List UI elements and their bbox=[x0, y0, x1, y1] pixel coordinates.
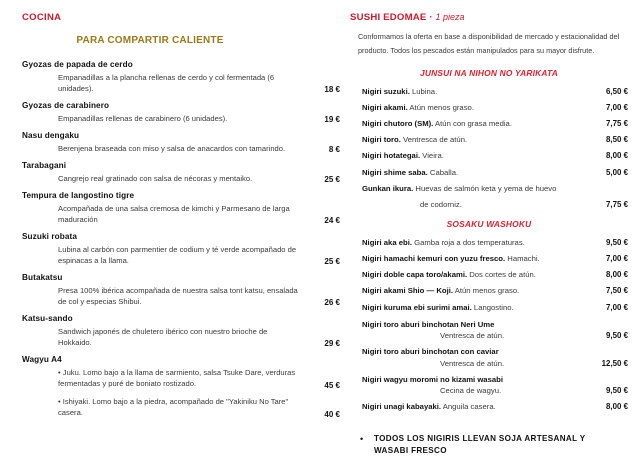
sushi-edomae-intro-text: Conformamos la oferta en base a disponibilidad de mercado y estacionalidad del producto. Todos los pescados están manipulados para su mayor disfrute. bbox=[358, 32, 620, 55]
sushi-item bbox=[350, 135, 628, 146]
sushi-item bbox=[350, 286, 628, 297]
sushi-item-name: Nigiri wagyu moromi no kizami wasabi bbox=[362, 375, 503, 385]
sushi-item-name: Nigiri akami. bbox=[362, 102, 408, 112]
sushi-item-text bbox=[362, 402, 588, 413]
dish-price: 8 € bbox=[328, 145, 340, 154]
sushi-item-price: 7,00 € bbox=[606, 302, 628, 312]
dish-price: 25 € bbox=[324, 175, 340, 184]
wagyu-option-description: • Ishiyaki. Lomo bajo a la piedra, acompañado de "Yakiniku No Tare" casera. bbox=[58, 396, 289, 418]
sushi-item-description: Ventresca de atún. bbox=[400, 135, 468, 145]
dish-name: Butakatsu bbox=[22, 273, 63, 282]
dish-description: Berenjena braseada con miso y salsa de anacardos con tamarindo. bbox=[58, 144, 286, 153]
dish-body bbox=[22, 173, 340, 184]
sushi-item-price: 8,00 € bbox=[606, 401, 628, 411]
sushi-item bbox=[350, 374, 628, 396]
wagyu-option-price: 45 € bbox=[324, 380, 340, 390]
dish-description: Acompañada de una salsa cremosa de kimchi y Parmesano de larga maduración bbox=[58, 204, 290, 224]
wagyu-option-list bbox=[22, 367, 340, 419]
dish-body bbox=[22, 326, 340, 348]
dish-body bbox=[22, 143, 340, 154]
junsui-item-list bbox=[350, 87, 628, 209]
sushi-item-price: 5,00 € bbox=[606, 167, 628, 177]
sushi-item-description: Cecina de wagyu. bbox=[440, 386, 502, 396]
sushi-item-name: Nigiri akami Shio — Koji. bbox=[362, 286, 453, 296]
sushi-item-name: Gunkan ikura. bbox=[362, 183, 414, 193]
sushi-item-price: 9,50 € bbox=[606, 237, 628, 247]
section-title-sushi-edomae bbox=[350, 12, 628, 23]
dish-body bbox=[22, 72, 340, 94]
sushi-item-description-continued: de codorniz. bbox=[420, 199, 462, 209]
sushi-item-detail-row bbox=[362, 330, 628, 341]
sushi-item-text bbox=[362, 303, 588, 314]
dish-description: Lubina al carbón con parmentier de codium y té verde acompañado de espinacas a la llama. bbox=[58, 245, 297, 265]
sushi-item bbox=[350, 319, 628, 341]
sushi-item-name: Nigiri chutoro (SM). bbox=[362, 119, 434, 129]
nigiri-footnote-text: TODOS LOS NIGIRIS LLEVAN SOJA ARTESANAL Y WASABI FRESCO bbox=[374, 433, 586, 455]
dish-item bbox=[22, 101, 340, 124]
dish-name: Gyozas de papada de cerdo bbox=[22, 60, 133, 69]
dish-description: Sandwich japonés de chuletero ibérico con nuestro brioche de Hokkaido. bbox=[58, 327, 268, 347]
dish-name: Nasu dengaku bbox=[22, 131, 80, 140]
dish-name: Katsu-sando bbox=[22, 314, 73, 323]
sushi-item-text bbox=[362, 119, 588, 130]
sushi-edomae-portion-label: 1 pieza bbox=[435, 12, 465, 22]
dish-price: 29 € bbox=[324, 339, 340, 348]
sushi-item bbox=[350, 402, 628, 413]
sushi-item-description: Anguila casera. bbox=[441, 401, 496, 411]
sushi-item-description: Gamba roja a dos temperaturas. bbox=[412, 237, 525, 247]
sushi-item-price: 8,00 € bbox=[606, 151, 628, 161]
sushi-item-text bbox=[362, 286, 588, 297]
sushi-item-name: Nigiri toro aburi binchotan Neri Ume bbox=[362, 319, 495, 329]
dish-body bbox=[22, 285, 340, 307]
dish-body bbox=[22, 203, 340, 225]
sushi-item-description: Atún menos graso. bbox=[407, 102, 474, 112]
sosaku-item-list bbox=[350, 238, 628, 413]
sushi-item bbox=[350, 151, 628, 162]
sushi-item-detail-row bbox=[362, 385, 628, 396]
dish-description: Cangrejo real gratinado con salsa de nécoras y mentaiko. bbox=[58, 174, 253, 183]
subsection-title-junsui-na-nihon-no-yarikata: JUNSUI NA NIHON NO YARIKATA bbox=[419, 67, 558, 78]
sushi-item-price: 12,50 € bbox=[601, 358, 628, 368]
section-title-cocina: COCINA bbox=[22, 12, 62, 23]
sushi-item-description: Ventresca de atún. bbox=[440, 330, 505, 340]
nigiri-footnote bbox=[350, 433, 628, 457]
sushi-item-name: Nigiri suzuki. bbox=[362, 86, 410, 96]
sushi-item-name: Nigiri shime saba. bbox=[362, 167, 428, 177]
dish-price: 26 € bbox=[324, 298, 340, 307]
wagyu-option-description: • Juku. Lomo bajo a la llama de sarmiento, salsa Tsuke Dare, verduras fermentadas y puré de boniato rostizado. bbox=[58, 368, 296, 389]
sushi-edomae-label: SUSHI EDOMAE · bbox=[350, 12, 433, 23]
sushi-item bbox=[350, 238, 628, 249]
sushi-item-description: Atún con grasa media. bbox=[433, 119, 512, 129]
sushi-item-name: Nigiri hamachi kemuri con yuzu fresco. bbox=[362, 254, 506, 264]
sushi-item-description: Atún menos graso. bbox=[453, 286, 520, 296]
sushi-item-name: Nigiri unagi kabayaki. bbox=[362, 401, 442, 411]
sushi-item-description: Lubina. bbox=[409, 86, 438, 96]
sushi-item bbox=[350, 303, 628, 314]
sushi-item-description: Vieira. bbox=[420, 151, 444, 161]
dish-name: Gyozas de carabinero bbox=[22, 101, 110, 110]
sushi-item-name: Nigiri doble capa toro/akami. bbox=[362, 270, 468, 280]
dish-price: 25 € bbox=[324, 257, 340, 266]
sushi-item-description: Dos cortes de atún. bbox=[467, 270, 536, 280]
dish-description: Presa 100% ibérica acompañada de nuestra salsa tont katsu, ensalada de col y especias Shibui. bbox=[58, 286, 298, 306]
sushi-item-description: Hamachi. bbox=[505, 254, 540, 264]
dish-price: 19 € bbox=[324, 115, 340, 124]
sushi-item-name: Nigiri aka ebi. bbox=[362, 237, 412, 247]
sushi-item-text bbox=[362, 103, 588, 114]
dish-item bbox=[22, 232, 340, 266]
sushi-item-description: Ventresca de atún. bbox=[440, 358, 505, 368]
sushi-item-name: Nigiri toro. bbox=[362, 135, 401, 145]
sushi-item-description: Caballa. bbox=[427, 167, 459, 177]
sushi-item-description: Huevas de salmón keta y yema de huevo bbox=[413, 183, 557, 193]
dish-item bbox=[22, 161, 340, 184]
dish-name: Suzuki robata bbox=[22, 232, 77, 241]
sushi-item-price: 9,50 € bbox=[606, 330, 628, 340]
sushi-item-text bbox=[362, 151, 588, 162]
sushi-item bbox=[350, 103, 628, 114]
dish-item bbox=[22, 314, 340, 348]
sushi-item bbox=[350, 270, 628, 281]
sushi-item-price: 6,50 € bbox=[606, 86, 628, 96]
dish-item bbox=[22, 131, 340, 154]
wagyu-group bbox=[22, 355, 340, 419]
sushi-item-text bbox=[362, 270, 588, 281]
bullet-icon: • bbox=[360, 433, 364, 444]
dish-body bbox=[22, 244, 340, 266]
dish-name: Wagyu A4 bbox=[22, 355, 62, 364]
sushi-item-price: 7,50 € bbox=[606, 286, 628, 296]
sushi-item-price: 7,75 € bbox=[606, 119, 628, 129]
cocina-dish-list bbox=[22, 60, 340, 348]
dish-item bbox=[22, 191, 340, 225]
sushi-item-continuation-row bbox=[350, 200, 628, 209]
sushi-item bbox=[350, 119, 628, 130]
wagyu-option-item bbox=[22, 396, 340, 419]
sushi-item-price: 7,00 € bbox=[606, 254, 628, 264]
sushi-item-name: Nigiri toro aburi binchotan con caviar bbox=[362, 347, 499, 357]
sushi-item bbox=[350, 168, 628, 179]
sushi-item-name: Nigiri kuruma ebi surimi amai. bbox=[362, 302, 472, 312]
dish-item bbox=[22, 273, 340, 307]
dish-body bbox=[22, 113, 340, 124]
sushi-item-text bbox=[362, 87, 588, 98]
sushi-item-price: 9,50 € bbox=[606, 386, 628, 396]
sushi-item-price: 8,00 € bbox=[606, 270, 628, 280]
dish-name: Tempura de langostino tigre bbox=[22, 191, 135, 200]
sushi-item-price: 7,75 € bbox=[606, 199, 628, 209]
sushi-item bbox=[350, 254, 628, 265]
subsection-title-para-compartir-caliente: PARA COMPARTIR CALIENTE bbox=[76, 35, 224, 46]
sushi-item-text bbox=[362, 135, 588, 146]
sushi-item-text bbox=[362, 254, 588, 265]
dish-description: Empanadillas rellenas de carabinero (6 unidades). bbox=[58, 114, 228, 123]
sushi-item-price: 8,50 € bbox=[606, 135, 628, 145]
dish-item bbox=[22, 60, 340, 94]
dish-price: 24 € bbox=[324, 216, 340, 225]
wagyu-option-item bbox=[22, 367, 340, 390]
sushi-item-text bbox=[362, 168, 588, 179]
sushi-item-detail-row bbox=[362, 358, 628, 369]
sushi-item bbox=[350, 184, 628, 195]
dish-price: 18 € bbox=[324, 85, 340, 94]
sushi-item bbox=[350, 346, 628, 368]
sushi-item-text bbox=[362, 238, 588, 249]
sushi-item-description: Langostino. bbox=[471, 302, 514, 312]
dish-name: Tarabagani bbox=[22, 161, 67, 170]
dish-description: Empanadillas a la plancha rellenas de cerdo y col fermentada (6 unidades). bbox=[58, 73, 275, 93]
sushi-item-price: 7,00 € bbox=[606, 102, 628, 112]
sushi-item-name: Nigiri hotategai. bbox=[362, 151, 421, 161]
wagyu-option-price: 40 € bbox=[324, 409, 340, 419]
sushi-item-text bbox=[362, 184, 628, 195]
sushi-edomae-column bbox=[340, 0, 640, 455]
sushi-item bbox=[350, 87, 628, 98]
subsection-title-sosaku-washoku: SOSAKU WASHOKU bbox=[446, 218, 532, 229]
